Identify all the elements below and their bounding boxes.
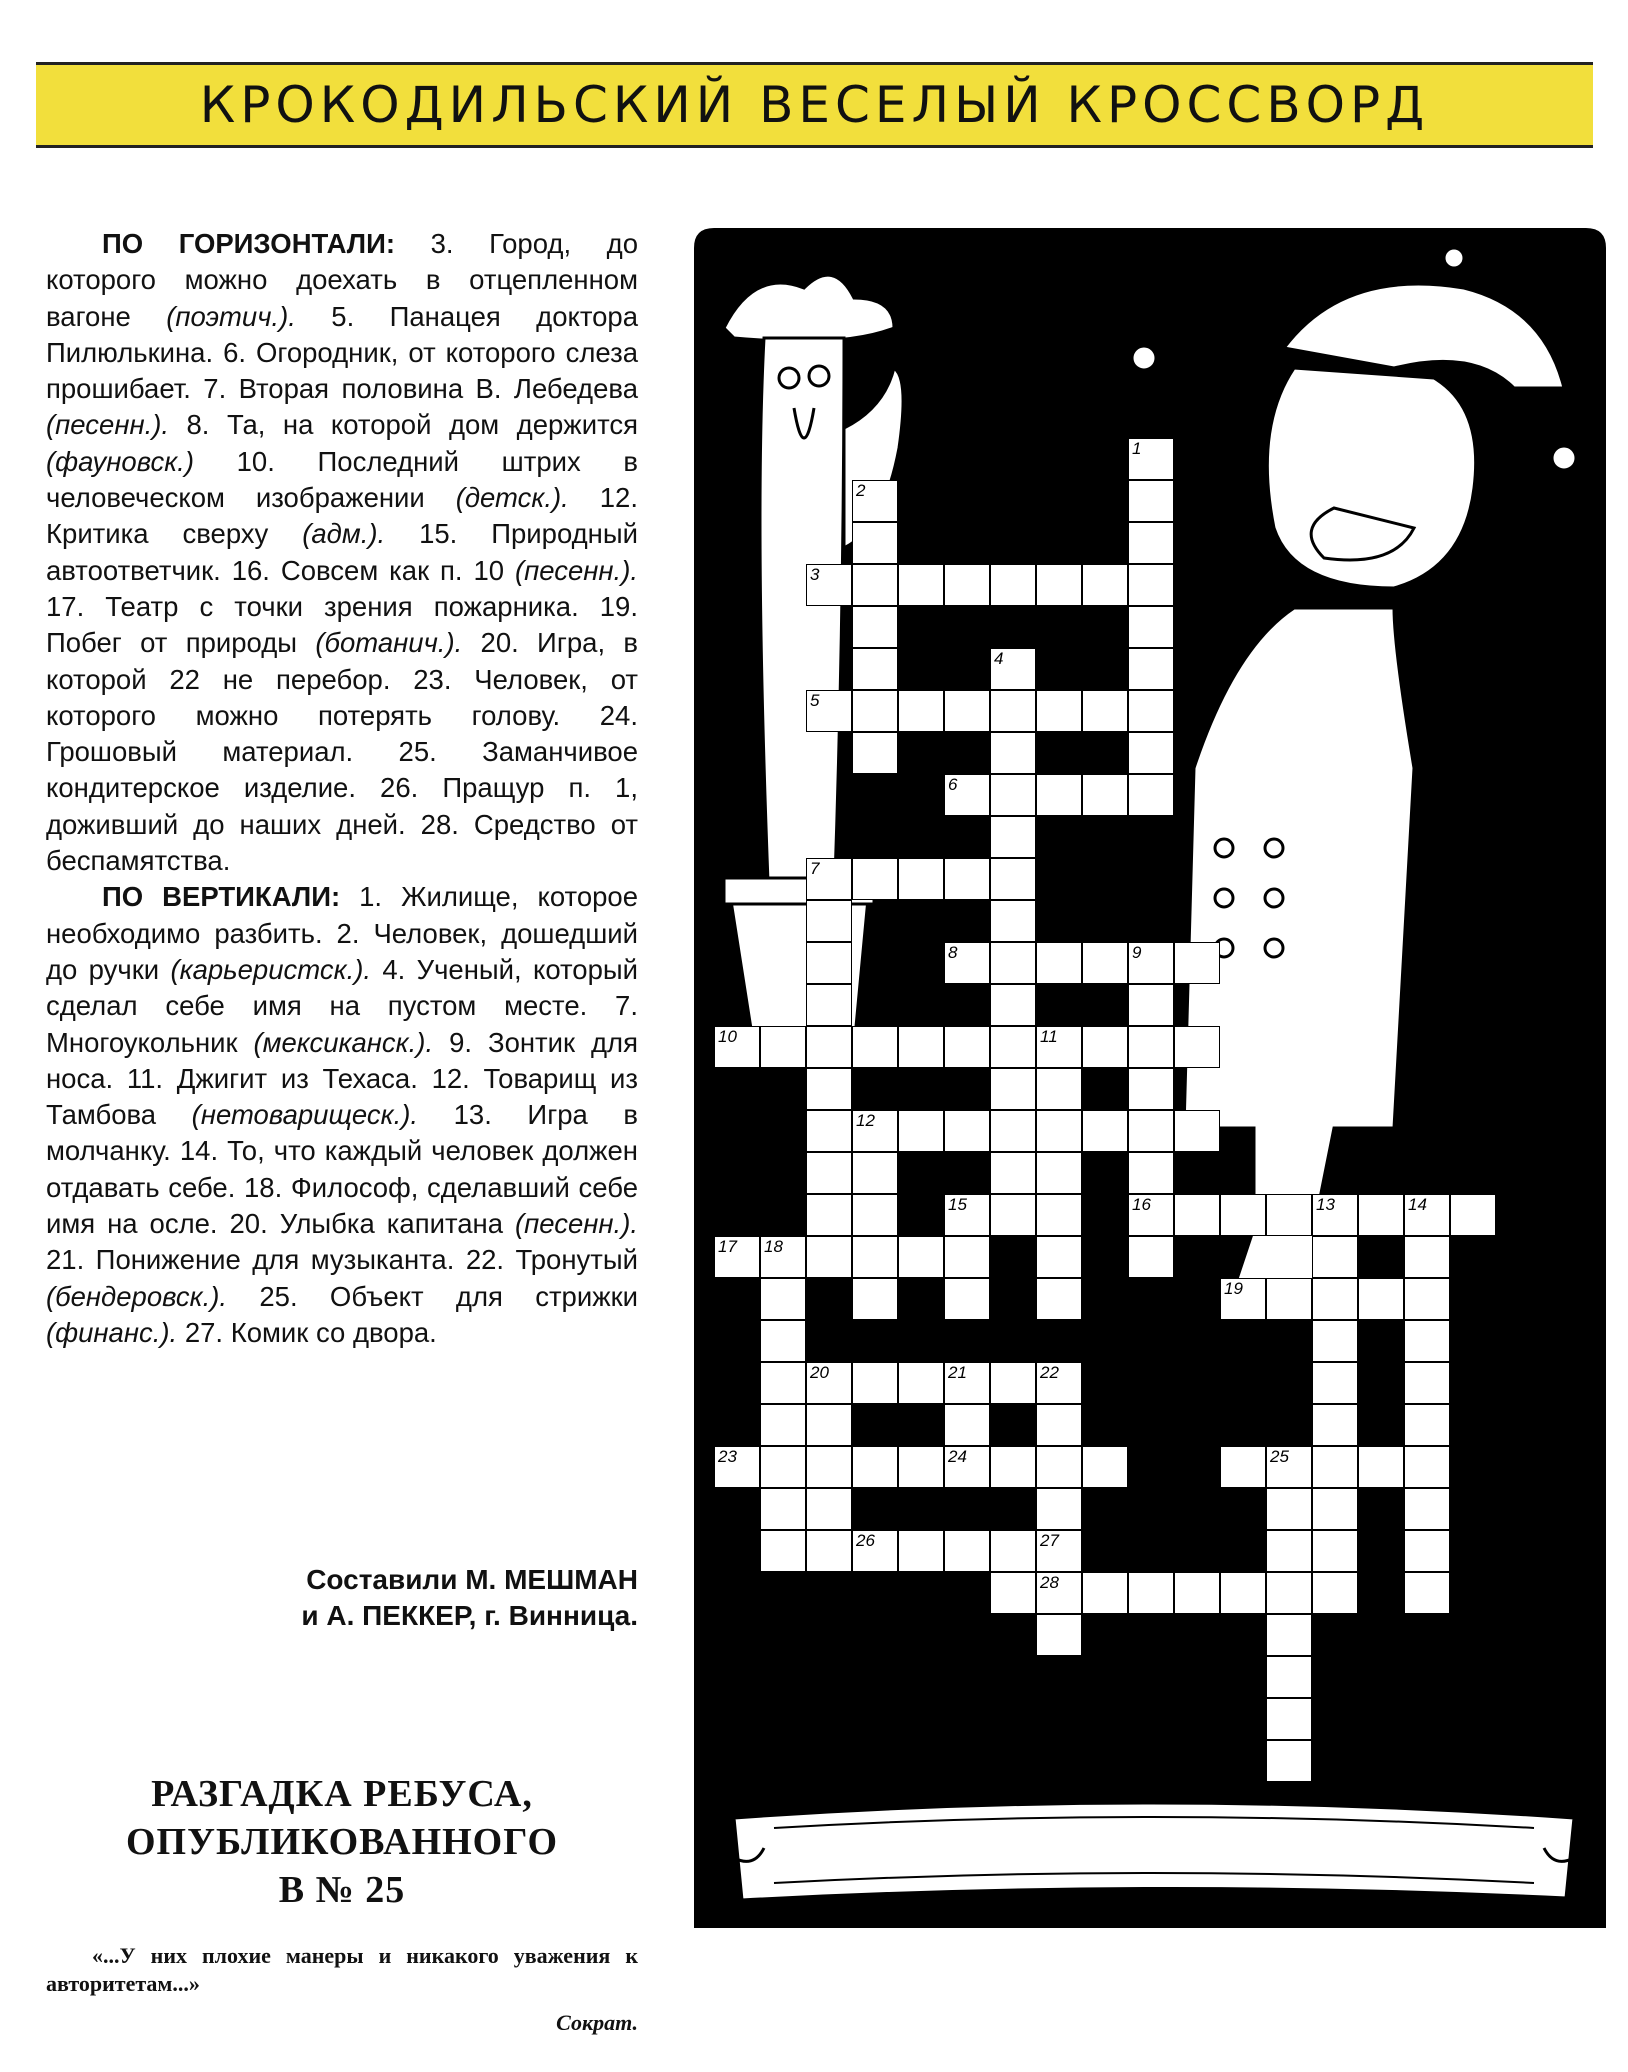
- grid-cell[interactable]: [1036, 942, 1082, 984]
- down-clue-text: 25. Объект для стрижки: [227, 1280, 638, 1312]
- authors: [150, 1562, 638, 1634]
- grid-cell[interactable]: [1036, 1404, 1082, 1446]
- cell-number: 10: [718, 1027, 737, 1046]
- down-heading: ПО ВЕРТИКАЛИ:: [102, 881, 341, 913]
- cell-number: 24: [948, 1447, 967, 1466]
- cell-number: 6: [948, 775, 958, 794]
- rebus-title-line-3: В № 25: [278, 1869, 406, 1911]
- grid-cell[interactable]: [990, 1362, 1036, 1404]
- grid-cell[interactable]: [944, 774, 990, 816]
- down-clue-text: 13. Игра в молчанку. 14. То, что каждый человек должен отдавать себе. 18. Философ, сделавший себе имя на осле. 20. Улыбка капитана: [46, 1099, 638, 1240]
- grid-cell[interactable]: [1036, 1152, 1082, 1194]
- across-clue-text: 8. Та, на которой дом держится: [169, 409, 638, 441]
- grid-cell[interactable]: [990, 1026, 1036, 1068]
- cell-number: 28: [1040, 1573, 1059, 1592]
- across-clue-text: 20. Игра, в которой 22 не перебор. 23. Человек, от которого можно потерять голову. 24. Грошовый материал. 25. Заманчивое кондитерское изделие. 26. Пращур п. 1, доживший до наших дней. 28. Средство от беспамятства.: [46, 627, 638, 877]
- grid-cell[interactable]: [806, 690, 852, 732]
- down-clue-text: 21. Понижение для музыканта. 22. Тронутый: [46, 1244, 638, 1276]
- grid-cell[interactable]: [1312, 1446, 1358, 1488]
- cell-number: 17: [718, 1237, 737, 1256]
- grid-cell[interactable]: [898, 1446, 944, 1488]
- grid-cell[interactable]: [1404, 1530, 1450, 1572]
- grid-cell[interactable]: [1036, 1068, 1082, 1110]
- cell-number: 8: [948, 943, 958, 962]
- grid-cell[interactable]: [1404, 1194, 1450, 1236]
- grid-cell[interactable]: [898, 1362, 944, 1404]
- grid-cell[interactable]: [1082, 1572, 1128, 1614]
- down-clues: [46, 879, 638, 1351]
- grid-cell[interactable]: [1312, 1320, 1358, 1362]
- grid-cell[interactable]: [852, 1152, 898, 1194]
- grid-cell[interactable]: [898, 1026, 944, 1068]
- grid-cell[interactable]: [852, 1362, 898, 1404]
- down-clue-note: (карьеристск.).: [170, 953, 372, 985]
- grid-cell[interactable]: [1404, 1404, 1450, 1446]
- grid-cell[interactable]: [1082, 1026, 1128, 1068]
- cell-number: 20: [810, 1363, 829, 1382]
- grid-cell[interactable]: [1036, 1278, 1082, 1320]
- grid-cell[interactable]: [1082, 1110, 1128, 1152]
- grid-cell[interactable]: [1220, 1278, 1266, 1320]
- grid-cell[interactable]: [990, 1152, 1036, 1194]
- grid-cell[interactable]: [944, 1530, 990, 1572]
- grid-cell[interactable]: [1128, 732, 1174, 774]
- grid-cell[interactable]: [714, 1026, 760, 1068]
- grid-cell[interactable]: [1128, 1026, 1174, 1068]
- grid-cell[interactable]: [990, 1446, 1036, 1488]
- grid-cell[interactable]: [1358, 1194, 1404, 1236]
- grid-cell[interactable]: [1036, 1446, 1082, 1488]
- down-clue-text: 27. Комик со двора.: [177, 1316, 437, 1348]
- grid-cell[interactable]: [990, 816, 1036, 858]
- grid-cell[interactable]: [990, 858, 1036, 900]
- grid-cell[interactable]: [898, 858, 944, 900]
- grid-cell[interactable]: [806, 1068, 852, 1110]
- grid-cell[interactable]: [852, 1278, 898, 1320]
- grid-cell[interactable]: [944, 1026, 990, 1068]
- grid-cell[interactable]: [806, 858, 852, 900]
- grid-cell[interactable]: [898, 1110, 944, 1152]
- grid-cell[interactable]: [944, 858, 990, 900]
- crossword-panel: [694, 228, 1606, 1938]
- grid-cell[interactable]: [1220, 1194, 1266, 1236]
- grid-cell[interactable]: [1036, 1026, 1082, 1068]
- grid-cell[interactable]: [1312, 1572, 1358, 1614]
- grid-cell[interactable]: [1266, 1194, 1312, 1236]
- across-heading: ПО ГОРИЗОНТАЛИ:: [102, 228, 396, 259]
- grid-cell[interactable]: [990, 900, 1036, 942]
- grid-cell[interactable]: [898, 1236, 944, 1278]
- grid-cell[interactable]: [852, 690, 898, 732]
- grid-cell[interactable]: [1128, 1194, 1174, 1236]
- grid-cell[interactable]: [944, 1110, 990, 1152]
- cell-number: 3: [810, 565, 820, 584]
- grid-cell[interactable]: [1036, 1362, 1082, 1404]
- grid-cell[interactable]: [1266, 1278, 1312, 1320]
- grid-cell[interactable]: [1082, 690, 1128, 732]
- clues-text: [46, 226, 638, 1351]
- down-clue-text: 1. Жилище, которое необходимо разбить. 2. Человек, дошедший до ручки: [46, 881, 638, 985]
- grid-cell[interactable]: [944, 1236, 990, 1278]
- grid-cell[interactable]: [1128, 1110, 1174, 1152]
- grid-cell[interactable]: [944, 1194, 990, 1236]
- grid-cell[interactable]: [852, 732, 898, 774]
- grid-cell[interactable]: [898, 690, 944, 732]
- grid-cell[interactable]: [944, 1362, 990, 1404]
- grid-cell[interactable]: [898, 1530, 944, 1572]
- grid-cell[interactable]: [1036, 1614, 1082, 1656]
- grid-cell[interactable]: [898, 564, 944, 606]
- across-clues: [46, 226, 638, 879]
- cell-number: 27: [1040, 1531, 1059, 1550]
- grid-cell[interactable]: [1128, 606, 1174, 648]
- authors-line-1: Составили М. МЕШМАН: [306, 1564, 638, 1595]
- grid-cell[interactable]: [806, 900, 852, 942]
- grid-cell[interactable]: [1128, 1236, 1174, 1278]
- across-clue-note: (адм.).: [302, 518, 386, 550]
- across-clue-text: 5. Панацея доктора Пилюлькина. 6. Огородник, от которого слеза прошибает. 7. Вторая половина В. Лебедева: [46, 300, 639, 405]
- across-clue-note: (детск.).: [455, 482, 569, 514]
- grid-cell[interactable]: [852, 522, 898, 564]
- grid-cell[interactable]: [806, 942, 852, 984]
- grid-cell[interactable]: [1128, 984, 1174, 1026]
- grid-cell[interactable]: [1266, 1740, 1312, 1782]
- grid-cell[interactable]: [1266, 1530, 1312, 1572]
- cell-number: 16: [1132, 1195, 1151, 1214]
- grid-cell[interactable]: [944, 1404, 990, 1446]
- grid-cell[interactable]: [1036, 1110, 1082, 1152]
- grid-cell[interactable]: [1404, 1278, 1450, 1320]
- grid-cell[interactable]: [1404, 1236, 1450, 1278]
- grid-cell[interactable]: [1266, 1572, 1312, 1614]
- grid-cell[interactable]: [1128, 774, 1174, 816]
- grid-cell[interactable]: [1036, 1236, 1082, 1278]
- grid-cell[interactable]: [1036, 1530, 1082, 1572]
- grid-cell[interactable]: [1128, 1152, 1174, 1194]
- across-clue-text: 12. Критика сверху: [46, 482, 638, 550]
- cell-number: 9: [1132, 943, 1142, 962]
- rebus-answer: «...У них плохие манеры и никакого уважения к авторитетам...»: [46, 1943, 638, 1996]
- cell-number: 4: [994, 649, 1004, 668]
- grid-cell[interactable]: [806, 1404, 852, 1446]
- grid-cell[interactable]: [760, 1278, 806, 1320]
- grid-cell[interactable]: [1266, 1488, 1312, 1530]
- grid-cell[interactable]: [1220, 1572, 1266, 1614]
- grid-cell[interactable]: [1174, 1572, 1220, 1614]
- grid-cell[interactable]: [1128, 438, 1174, 480]
- grid-cell[interactable]: [1266, 1446, 1312, 1488]
- across-clue-note: (песенн.).: [46, 409, 170, 441]
- grid-cell[interactable]: [806, 1026, 852, 1068]
- grid-cell[interactable]: [990, 1572, 1036, 1614]
- grid-cell[interactable]: [1128, 648, 1174, 690]
- down-clue-note: (нетоварищеск.).: [191, 1099, 419, 1131]
- grid-cell[interactable]: [1036, 690, 1082, 732]
- grid-cell[interactable]: [852, 564, 898, 606]
- grid-cell[interactable]: [990, 648, 1036, 690]
- grid-cell[interactable]: [1036, 1488, 1082, 1530]
- grid-cell[interactable]: [1358, 1278, 1404, 1320]
- grid-cell[interactable]: [760, 1404, 806, 1446]
- grid-cell[interactable]: [990, 1530, 1036, 1572]
- grid-cell[interactable]: [806, 1488, 852, 1530]
- grid-cell[interactable]: [852, 648, 898, 690]
- across-clue-text: 17. Театр с точки зрения пожарника. 19. Побег от природы: [46, 590, 638, 659]
- cell-number: 5: [810, 691, 820, 710]
- grid-cell[interactable]: [760, 1320, 806, 1362]
- grid-cell[interactable]: [852, 1026, 898, 1068]
- grid-cell[interactable]: [1128, 1068, 1174, 1110]
- grid-cell[interactable]: [1128, 942, 1174, 984]
- cell-number: 23: [718, 1447, 737, 1466]
- grid-cell[interactable]: [944, 942, 990, 984]
- grid-cell[interactable]: [852, 480, 898, 522]
- grid-cell[interactable]: [990, 564, 1036, 606]
- across-clue-text: 10. Последний штрих в человеческом изображении: [46, 445, 638, 514]
- cell-number: 22: [1040, 1363, 1059, 1382]
- grid-cell[interactable]: [806, 564, 852, 606]
- grid-cell[interactable]: [944, 1278, 990, 1320]
- grid-cell[interactable]: [1404, 1320, 1450, 1362]
- grid-cell[interactable]: [806, 984, 852, 1026]
- grid-cell[interactable]: [806, 1362, 852, 1404]
- grid-cell[interactable]: [1128, 1572, 1174, 1614]
- grid-cell[interactable]: [714, 1446, 760, 1488]
- grid-cell[interactable]: [806, 1236, 852, 1278]
- grid-cell[interactable]: [1266, 1614, 1312, 1656]
- grid-cell[interactable]: [1174, 1194, 1220, 1236]
- grid-cell[interactable]: [760, 1236, 806, 1278]
- grid-cell[interactable]: [1404, 1488, 1450, 1530]
- down-clue-note: (бендеровск.).: [46, 1280, 228, 1312]
- grid-cell[interactable]: [1174, 1026, 1220, 1068]
- grid-cell[interactable]: [1312, 1236, 1358, 1278]
- grid-cell[interactable]: [1082, 564, 1128, 606]
- grid-cell[interactable]: [1312, 1278, 1358, 1320]
- down-clue-note: (финанс.).: [46, 1316, 178, 1348]
- grid-cell[interactable]: [806, 1110, 852, 1152]
- scroll-graphic: [724, 1803, 1584, 1900]
- cell-number: 15: [948, 1195, 967, 1214]
- grid-cell[interactable]: [990, 1194, 1036, 1236]
- grid-cell[interactable]: [1312, 1530, 1358, 1572]
- across-clue-note: (поэтич.).: [166, 300, 296, 332]
- grid-cell[interactable]: [1128, 480, 1174, 522]
- cell-number: 13: [1316, 1195, 1335, 1214]
- grid-cell[interactable]: [990, 774, 1036, 816]
- cell-number: 19: [1224, 1279, 1243, 1298]
- grid-cell[interactable]: [1128, 690, 1174, 732]
- grid-cell[interactable]: [1174, 942, 1220, 984]
- cell-number: 7: [810, 859, 820, 878]
- grid-cell[interactable]: [990, 1068, 1036, 1110]
- cell-number: 1: [1132, 439, 1142, 458]
- grid-cell[interactable]: [1128, 564, 1174, 606]
- rebus-title-line-1: РАЗГАДКА РЕБУСА,: [151, 1773, 533, 1815]
- grid-cell[interactable]: [990, 942, 1036, 984]
- down-clue-note: (мексиканск.).: [253, 1026, 434, 1058]
- grid-cell[interactable]: [1450, 1194, 1496, 1236]
- grid-cell[interactable]: [990, 690, 1036, 732]
- grid-cell[interactable]: [1404, 1362, 1450, 1404]
- down-clue-text: 9. Зонтик для носа. 11. Джигит из Техаса. 12. Товарищ из Тамбова: [46, 1026, 638, 1131]
- grid-cell[interactable]: [1082, 942, 1128, 984]
- grid-cell[interactable]: [1266, 1656, 1312, 1698]
- down-clue-note: (песенн.).: [514, 1208, 638, 1240]
- grid-cell[interactable]: [944, 690, 990, 732]
- cell-number: 26: [856, 1531, 875, 1550]
- across-clue-note: (фауновск.): [46, 445, 194, 477]
- grid-cell[interactable]: [1128, 522, 1174, 564]
- grid-cell[interactable]: [806, 1446, 852, 1488]
- grid-cell[interactable]: [852, 858, 898, 900]
- grid-cell[interactable]: [760, 1362, 806, 1404]
- page-title: КРОКОДИЛЬСКИЙ ВЕСЕЛЫЙ КРОССВОРД: [199, 76, 1430, 134]
- grid-cell[interactable]: [1036, 1572, 1082, 1614]
- grid-cell[interactable]: [852, 606, 898, 648]
- grid-cell[interactable]: [760, 1446, 806, 1488]
- grid-cell[interactable]: [1220, 1446, 1266, 1488]
- grid-cell[interactable]: [1082, 774, 1128, 816]
- across-clue-text: 15. Природный автоответчик. 16. Совсем как п. 10: [46, 518, 638, 586]
- grid-cell[interactable]: [990, 984, 1036, 1026]
- grid-cell[interactable]: [852, 1530, 898, 1572]
- grid-cell[interactable]: [1404, 1572, 1450, 1614]
- grid-cell[interactable]: [1358, 1446, 1404, 1488]
- grid-cell[interactable]: [852, 1194, 898, 1236]
- grid-cell[interactable]: [944, 1446, 990, 1488]
- grid-cell[interactable]: [1266, 1698, 1312, 1740]
- grid-cell[interactable]: [1312, 1194, 1358, 1236]
- cell-number: 11: [1040, 1027, 1058, 1046]
- grid-cell[interactable]: [806, 1194, 852, 1236]
- grid-cell[interactable]: [944, 564, 990, 606]
- title-banner: [36, 62, 1593, 148]
- cell-number: 21: [948, 1363, 967, 1382]
- cell-number: 12: [856, 1111, 875, 1130]
- grid-cell[interactable]: [1404, 1446, 1450, 1488]
- rebus-title-line-2: ОПУБЛИКОВАННОГО: [125, 1821, 559, 1863]
- rebus-answer-author: Сократ.: [556, 2010, 638, 2035]
- rebus-title: [46, 1770, 638, 1914]
- across-clue-note: (песенн.).: [514, 554, 638, 586]
- grid-cell[interactable]: [1312, 1488, 1358, 1530]
- grid-cell[interactable]: [990, 732, 1036, 774]
- across-clue-text: 3. Город, до которого можно доехать в отцепленном вагоне: [46, 228, 638, 332]
- grid-cell[interactable]: [806, 1530, 852, 1572]
- grid-cell[interactable]: [760, 1530, 806, 1572]
- cell-number: 14: [1408, 1195, 1427, 1214]
- down-clue-text: 4. Ученый, который сделал себе имя на пустом месте. 7. Многоукольник: [46, 953, 639, 1058]
- grid-cell[interactable]: [1312, 1404, 1358, 1446]
- grid-cell[interactable]: [1082, 1446, 1128, 1488]
- grid-cell[interactable]: [1312, 1362, 1358, 1404]
- grid-cell[interactable]: [852, 1236, 898, 1278]
- grid-cell[interactable]: [1174, 1110, 1220, 1152]
- authors-line-2: и А. ПЕККЕР, г. Винница.: [301, 1600, 638, 1631]
- grid-cell[interactable]: [852, 1110, 898, 1152]
- grid-cell[interactable]: [760, 1026, 806, 1068]
- grid-cell[interactable]: [806, 1152, 852, 1194]
- across-clue-note: (ботанич.).: [315, 627, 463, 659]
- grid-cell[interactable]: [852, 1446, 898, 1488]
- grid-cell[interactable]: [1036, 1194, 1082, 1236]
- grid-cell[interactable]: [990, 1110, 1036, 1152]
- grid-cell[interactable]: [1036, 564, 1082, 606]
- grid-cell[interactable]: [1036, 774, 1082, 816]
- grid-cell[interactable]: [714, 1236, 760, 1278]
- cell-number: 25: [1270, 1447, 1289, 1466]
- grid-cell[interactable]: [760, 1488, 806, 1530]
- cell-number: 2: [856, 481, 866, 500]
- cell-number: 18: [764, 1237, 783, 1256]
